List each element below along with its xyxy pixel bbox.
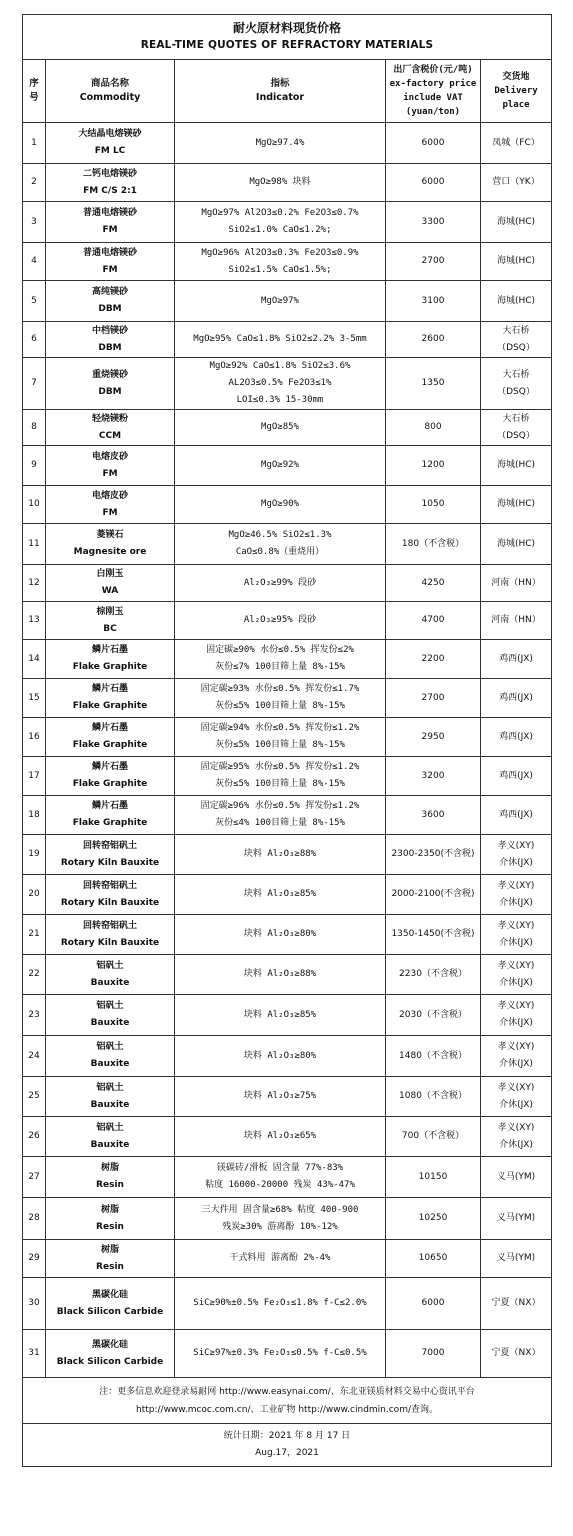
price-cell: 1080（不含税）	[386, 1077, 481, 1117]
table-row	[23, 524, 552, 565]
indicator-cell: 块料 Al₂O₃≥75%	[175, 1077, 386, 1117]
indicator-cell: SiC≥97%±0.3% Fe₂O₃≤0.5% f-C≤0.5%	[175, 1330, 386, 1378]
delivery-place-cell: 鸡西(JX)	[481, 757, 552, 796]
title-en: REAL-TIME QUOTES OF REFRACTORY MATERIALS	[140, 39, 434, 51]
indicator-cell: MgO≥85%	[175, 410, 386, 446]
delivery-place-cell: 大石桥 （DSQ）	[481, 358, 552, 410]
delivery-place-cell: 鸡西(JX)	[481, 718, 552, 757]
indicator-cell: 固定碳≥95% 水份≤0.5% 挥发份≤1.2% 灰份≤5% 100目筛上量 8%-15%	[175, 757, 386, 796]
header-row	[23, 60, 552, 123]
row-number: 12	[23, 565, 46, 602]
price-cell: 1350-1450(不含税)	[386, 915, 481, 955]
indicator-cell: 固定碳≥90% 水份≤0.5% 挥发份≤2% 灰份≤7% 100目筛上量 8%-15%	[175, 640, 386, 679]
header-indicator: 指标 Indicator	[175, 60, 386, 123]
row-number: 21	[23, 915, 46, 955]
row-number: 20	[23, 875, 46, 915]
commodity-cell: 回转窑铝矾土 Rotary Kiln Bauxite	[46, 875, 175, 915]
commodity-cell: 铝矾土 Bauxite	[46, 995, 175, 1036]
table-row	[23, 955, 552, 995]
delivery-place-cell: 营口（YK）	[481, 164, 552, 202]
delivery-place-cell: 孝义(XY) 介休(JX)	[481, 915, 552, 955]
commodity-cell: 中档镁砂 DBM	[46, 322, 175, 358]
table-row	[23, 995, 552, 1036]
table-row	[23, 243, 552, 281]
price-cell: 3300	[386, 202, 481, 243]
indicator-cell: 块料 Al₂O₃≥80%	[175, 915, 386, 955]
row-number: 16	[23, 718, 46, 757]
table-row	[23, 1077, 552, 1117]
header-price: 出厂含税价(元/吨) ex-factory price include VAT (yuan/ton)	[386, 60, 481, 123]
delivery-place-cell: 孝义(XY) 介休(JX)	[481, 835, 552, 875]
commodity-cell: 鳞片石墨 Flake Graphite	[46, 679, 175, 718]
delivery-place-cell: 海城(HC)	[481, 524, 552, 565]
row-number: 26	[23, 1117, 46, 1157]
indicator-cell: 块料 Al₂O₃≥88%	[175, 955, 386, 995]
price-cell: 3200	[386, 757, 481, 796]
indicator-cell: 块料 Al₂O₃≥85%	[175, 995, 386, 1036]
delivery-place-cell: 义马(YM)	[481, 1240, 552, 1278]
table-row	[23, 679, 552, 718]
delivery-place-cell: 宁夏（NX）	[481, 1278, 552, 1330]
price-cell: 2230（不含税）	[386, 955, 481, 995]
price-cell: 2950	[386, 718, 481, 757]
price-cell: 1350	[386, 358, 481, 410]
table-row	[23, 565, 552, 602]
date-row	[23, 1424, 552, 1467]
indicator-cell: 块料 Al₂O₃≥65%	[175, 1117, 386, 1157]
header-no: 序 号	[23, 60, 46, 123]
table-row	[23, 322, 552, 358]
commodity-cell: 树脂 Resin	[46, 1240, 175, 1278]
delivery-place-cell: 河南（HN）	[481, 602, 552, 640]
commodity-cell: 白刚玉 WA	[46, 565, 175, 602]
row-number: 9	[23, 446, 46, 486]
row-number: 27	[23, 1157, 46, 1198]
commodity-cell: 树脂 Resin	[46, 1157, 175, 1198]
note-cell: 注：更多信息欢迎登录易耐网 http://www.easynai.com/、东北亚镁质材料交易中心资讯平台 http://www.mcoc.com.cn/、工业矿物 http://www.cindmin.com/查询。	[23, 1378, 552, 1424]
row-number: 24	[23, 1036, 46, 1077]
price-cell: 6000	[386, 123, 481, 164]
commodity-cell: 重烧镁砂 DBM	[46, 358, 175, 410]
price-cell: 2600	[386, 322, 481, 358]
table-row	[23, 1117, 552, 1157]
commodity-cell: 黑碳化硅 Black Silicon Carbide	[46, 1330, 175, 1378]
table-row	[23, 757, 552, 796]
price-cell: 10250	[386, 1198, 481, 1240]
indicator-cell: 块料 Al₂O₃≥80%	[175, 1036, 386, 1077]
table-row	[23, 875, 552, 915]
indicator-cell: 干式料用 游离酚 2%-4%	[175, 1240, 386, 1278]
indicator-cell: MgO≥98% 块料	[175, 164, 386, 202]
row-number: 15	[23, 679, 46, 718]
commodity-cell: 大结晶电熔镁砂 FM LC	[46, 123, 175, 164]
table-row	[23, 1157, 552, 1198]
delivery-place-cell: 孝义(XY) 介休(JX)	[481, 875, 552, 915]
commodity-cell: 铝矾土 Bauxite	[46, 1077, 175, 1117]
row-number: 6	[23, 322, 46, 358]
table-row	[23, 123, 552, 164]
row-number: 17	[23, 757, 46, 796]
header-commodity: 商品名称 Commodity	[46, 60, 175, 123]
delivery-place-cell: 孝义(XY) 介休(JX)	[481, 955, 552, 995]
commodity-cell: 高纯镁砂 DBM	[46, 281, 175, 322]
delivery-place-cell: 海城(HC)	[481, 281, 552, 322]
delivery-place-cell: 凤城（FC）	[481, 123, 552, 164]
commodity-cell: 铝矾土 Bauxite	[46, 955, 175, 995]
row-number: 14	[23, 640, 46, 679]
delivery-place-cell: 海城(HC)	[481, 486, 552, 524]
price-cell: 2030（不含税）	[386, 995, 481, 1036]
table-row	[23, 281, 552, 322]
indicator-cell: MgO≥95% CaO≤1.8% SiO2≤2.2% 3-5mm	[175, 322, 386, 358]
price-cell: 700（不含税）	[386, 1117, 481, 1157]
commodity-cell: 铝矾土 Bauxite	[46, 1117, 175, 1157]
delivery-place-cell: 海城(HC)	[481, 202, 552, 243]
commodity-cell: 回转窑铝矾土 Rotary Kiln Bauxite	[46, 835, 175, 875]
date-cell: 统计日期：2021 年 8 月 17 日 Aug.17，2021	[23, 1424, 552, 1467]
table-row	[23, 1198, 552, 1240]
row-number: 8	[23, 410, 46, 446]
delivery-place-cell: 义马(YM)	[481, 1157, 552, 1198]
indicator-cell: MgO≥92% CaO≤1.8% SiO2≤3.6% AL2O3≤0.5% Fe2O3≤1% LOI≤0.3% 15-30mm	[175, 358, 386, 410]
indicator-cell: MgO≥97%	[175, 281, 386, 322]
table-title	[23, 15, 552, 60]
row-number: 28	[23, 1198, 46, 1240]
table-row	[23, 358, 552, 410]
table-row	[23, 1278, 552, 1330]
commodity-cell: 鳞片石墨 Flake Graphite	[46, 718, 175, 757]
indicator-cell: MgO≥97% Al2O3≤0.2% Fe2O3≤0.7% SiO2≤1.0% CaO≤1.2%;	[175, 202, 386, 243]
table-row	[23, 915, 552, 955]
table-row	[23, 835, 552, 875]
row-number: 11	[23, 524, 46, 565]
commodity-cell: 鳞片石墨 Flake Graphite	[46, 796, 175, 835]
row-number: 7	[23, 358, 46, 410]
delivery-place-cell: 大石桥 （DSQ）	[481, 322, 552, 358]
price-cell: 4700	[386, 602, 481, 640]
delivery-place-cell: 孝义(XY) 介休(JX)	[481, 1036, 552, 1077]
row-number: 25	[23, 1077, 46, 1117]
row-number: 2	[23, 164, 46, 202]
price-cell: 2700	[386, 679, 481, 718]
price-cell: 2200	[386, 640, 481, 679]
commodity-cell: 轻烧镁粉 CCM	[46, 410, 175, 446]
commodity-cell: 回转窑铝矾土 Rotary Kiln Bauxite	[46, 915, 175, 955]
table-row	[23, 202, 552, 243]
price-cell: 6000	[386, 164, 481, 202]
indicator-cell: MgO≥90%	[175, 486, 386, 524]
commodity-cell: 铝矾土 Bauxite	[46, 1036, 175, 1077]
table-row	[23, 602, 552, 640]
commodity-cell: 菱镁石 Magnesite ore	[46, 524, 175, 565]
table-row	[23, 1036, 552, 1077]
indicator-cell: 固定碳≥93% 水份≤0.5% 挥发份≤1.7% 灰份≤5% 100目筛上量 8%-15%	[175, 679, 386, 718]
delivery-place-cell: 鸡西(JX)	[481, 796, 552, 835]
table-row	[23, 1330, 552, 1378]
table-row	[23, 486, 552, 524]
table-row	[23, 640, 552, 679]
indicator-cell: MgO≥92%	[175, 446, 386, 486]
delivery-place-cell: 鸡西(JX)	[481, 679, 552, 718]
price-cell: 2000-2100(不含税)	[386, 875, 481, 915]
header-place: 交货地 Delivery place	[481, 60, 552, 123]
note-row	[23, 1378, 552, 1424]
delivery-place-cell: 孝义(XY) 介休(JX)	[481, 1077, 552, 1117]
indicator-cell: 块料 Al₂O₃≥88%	[175, 835, 386, 875]
row-number: 13	[23, 602, 46, 640]
commodity-cell: 鳞片石墨 Flake Graphite	[46, 640, 175, 679]
row-number: 4	[23, 243, 46, 281]
commodity-cell: 树脂 Resin	[46, 1198, 175, 1240]
row-number: 29	[23, 1240, 46, 1278]
delivery-place-cell: 孝义(XY) 介休(JX)	[481, 1117, 552, 1157]
price-cell: 1050	[386, 486, 481, 524]
commodity-cell: 电熔皮砂 FM	[46, 486, 175, 524]
price-table	[22, 14, 552, 1467]
indicator-cell: MgO≥96% Al2O3≤0.3% Fe2O3≤0.9% SiO2≤1.5% CaO≤1.5%;	[175, 243, 386, 281]
row-number: 3	[23, 202, 46, 243]
row-number: 10	[23, 486, 46, 524]
delivery-place-cell: 义马(YM)	[481, 1198, 552, 1240]
row-number: 22	[23, 955, 46, 995]
indicator-cell: SiC≥90%±0.5% Fe₂O₃≤1.8% f-C≤2.0%	[175, 1278, 386, 1330]
commodity-cell: 普通电熔镁砂 FM	[46, 202, 175, 243]
price-cell: 2700	[386, 243, 481, 281]
price-cell: 180（不含税）	[386, 524, 481, 565]
indicator-cell: MgO≥46.5% SiO2≤1.3% CaO≤0.8%（重烧用）	[175, 524, 386, 565]
delivery-place-cell: 河南（HN）	[481, 565, 552, 602]
price-sheet	[22, 14, 551, 1467]
row-number: 5	[23, 281, 46, 322]
delivery-place-cell: 海城(HC)	[481, 446, 552, 486]
row-number: 18	[23, 796, 46, 835]
price-cell: 3100	[386, 281, 481, 322]
price-cell: 1480（不含税）	[386, 1036, 481, 1077]
indicator-cell: 块料 Al₂O₃≥85%	[175, 875, 386, 915]
indicator-cell: 固定碳≥96% 水份≤0.5% 挥发份≤1.2% 灰份≤4% 100目筛上量 8%-15%	[175, 796, 386, 835]
commodity-cell: 电熔皮砂 FM	[46, 446, 175, 486]
commodity-cell: 二钙电熔镁砂 FM C/S 2:1	[46, 164, 175, 202]
commodity-cell: 棕刚玉 BC	[46, 602, 175, 640]
table-row	[23, 796, 552, 835]
delivery-place-cell: 海城(HC)	[481, 243, 552, 281]
row-number: 19	[23, 835, 46, 875]
price-cell: 2300-2350(不含税)	[386, 835, 481, 875]
price-cell: 7000	[386, 1330, 481, 1378]
price-cell: 10150	[386, 1157, 481, 1198]
price-cell: 1200	[386, 446, 481, 486]
row-number: 1	[23, 123, 46, 164]
title-cn: 耐火原材料现货价格	[232, 21, 341, 35]
row-number: 30	[23, 1278, 46, 1330]
indicator-cell: 固定碳≥94% 水份≤0.5% 挥发份≤1.2% 灰份≤5% 100目筛上量 8%-15%	[175, 718, 386, 757]
delivery-place-cell: 大石桥 （DSQ）	[481, 410, 552, 446]
price-cell: 800	[386, 410, 481, 446]
indicator-cell: MgO≥97.4%	[175, 123, 386, 164]
delivery-place-cell: 鸡西(JX)	[481, 640, 552, 679]
table-row	[23, 446, 552, 486]
indicator-cell: 三大件用 固含量≥68% 粘度 400-900 残炭≥30% 游离酚 10%-12%	[175, 1198, 386, 1240]
row-number: 23	[23, 995, 46, 1036]
table-row	[23, 410, 552, 446]
indicator-cell: Al₂O₃≥99% 段砂	[175, 565, 386, 602]
indicator-cell: Al₂O₃≥95% 段砂	[175, 602, 386, 640]
commodity-cell: 黑碳化硅 Black Silicon Carbide	[46, 1278, 175, 1330]
table-row	[23, 718, 552, 757]
row-number: 31	[23, 1330, 46, 1378]
price-cell: 10650	[386, 1240, 481, 1278]
price-cell: 4250	[386, 565, 481, 602]
indicator-cell: 镁碳砖/滑板 固含量 77%-83% 粘度 16000-20000 残炭 43%-47%	[175, 1157, 386, 1198]
commodity-cell: 普通电熔镁砂 FM	[46, 243, 175, 281]
commodity-cell: 鳞片石墨 Flake Graphite	[46, 757, 175, 796]
price-cell: 3600	[386, 796, 481, 835]
table-row	[23, 164, 552, 202]
delivery-place-cell: 孝义(XY) 介休(JX)	[481, 995, 552, 1036]
table-row	[23, 1240, 552, 1278]
delivery-place-cell: 宁夏（NX）	[481, 1330, 552, 1378]
price-cell: 6000	[386, 1278, 481, 1330]
